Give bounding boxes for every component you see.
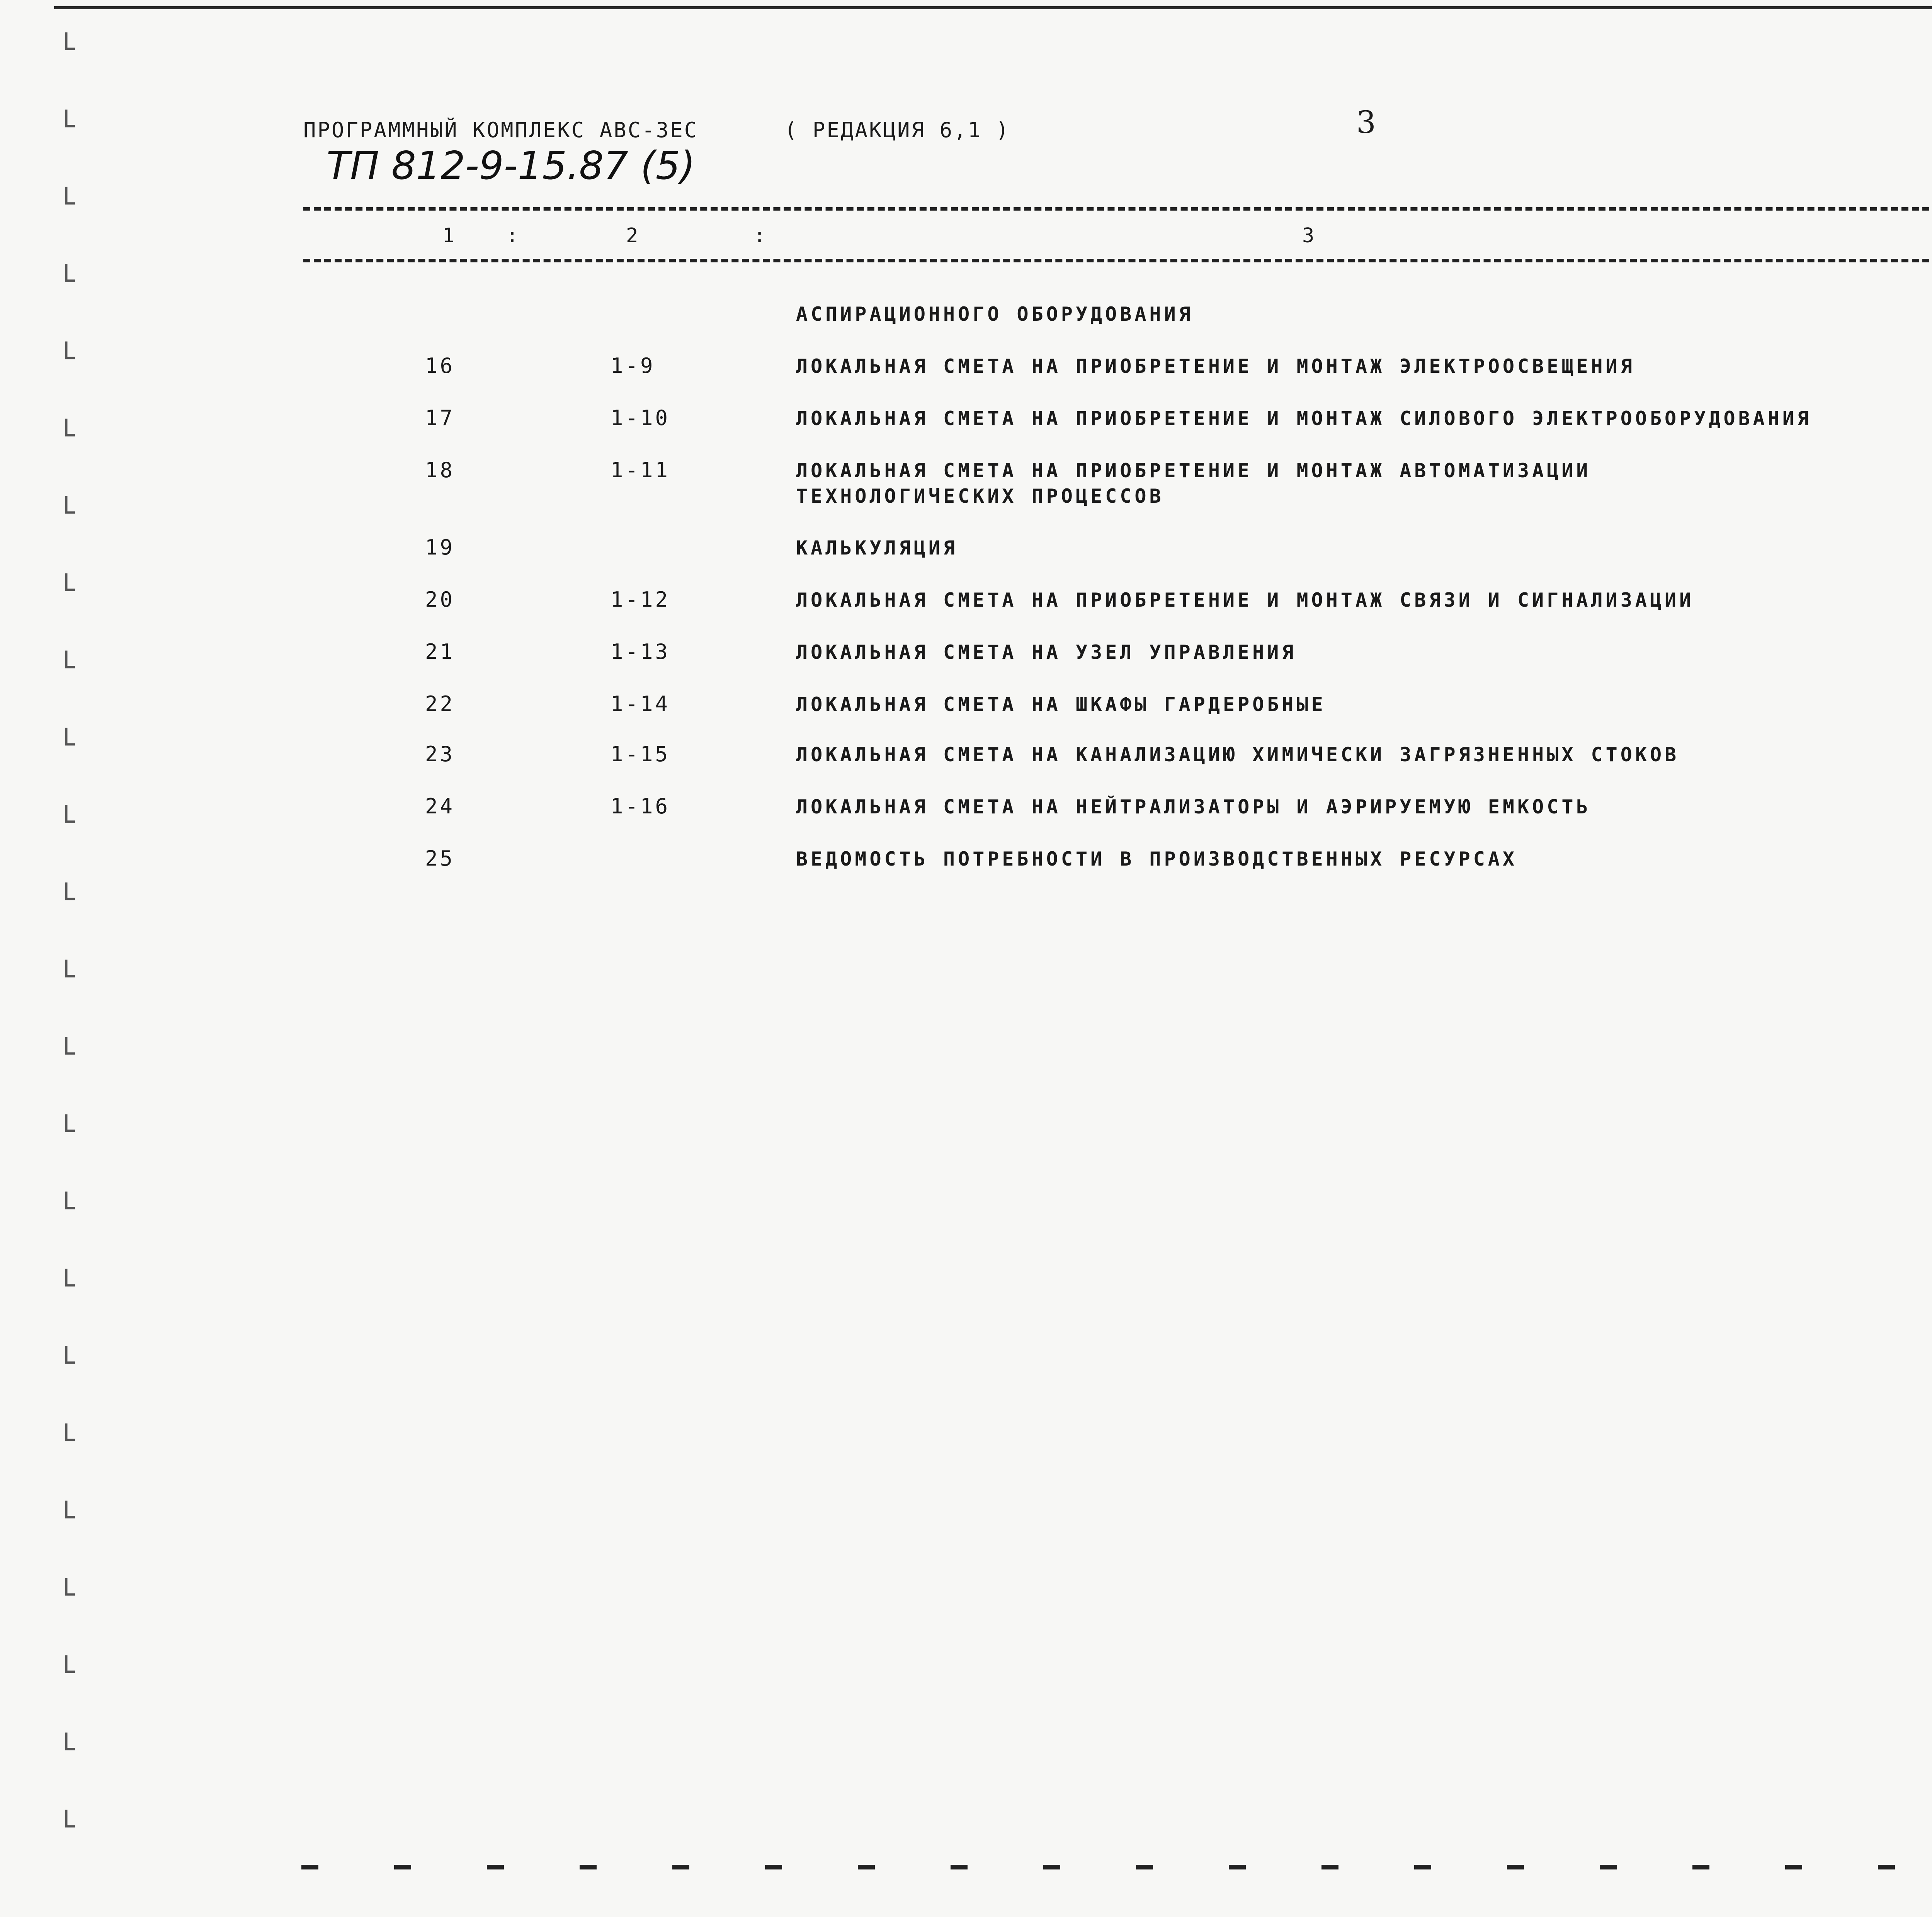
perforation-mark: └: [58, 1810, 75, 1842]
table-row: [0, 402, 1932, 451]
document-title: ЛОКАЛЬНАЯ СМЕТА НА ПРИОБРЕТЕНИЕ И МОНТАЖ СИЛОВОГО ЭЛЕКТРООБОРУДОВАНИЯ: [796, 407, 1812, 430]
tear-dash: [1321, 1865, 1338, 1869]
tear-dash: [487, 1865, 504, 1869]
tear-dash: [394, 1865, 411, 1869]
document-title: ЛОКАЛЬНАЯ СМЕТА НА УЗЕЛ УПРАВЛЕНИЯ: [796, 641, 1297, 663]
paper-top-edge: [54, 6, 1932, 9]
row-number: 20: [425, 587, 455, 612]
table-row: [0, 298, 1932, 344]
perforation-mark: └: [58, 960, 75, 992]
column-1-header: 1: [442, 224, 455, 247]
row-number: 24: [425, 794, 455, 818]
revision-label: ( РЕДАКЦИЯ 6,1 ): [784, 118, 1010, 142]
column-separator: :: [506, 224, 519, 247]
tear-dash: [1507, 1865, 1524, 1869]
tear-dash: [1692, 1865, 1709, 1869]
row-number: 19: [425, 535, 455, 560]
table-row: [0, 531, 1932, 578]
document-title: ЛОКАЛЬНАЯ СМЕТА НА КАНАЛИЗАЦИЮ ХИМИЧЕСКИ ЗАГРЯЗНЕННЫХ СТОКОВ: [796, 743, 1680, 766]
perforation-mark: └: [58, 419, 75, 451]
perforation-mark: └: [58, 110, 75, 142]
row-number: 18: [425, 458, 455, 482]
document-title: ЛОКАЛЬНАЯ СМЕТА НА ПРИОБРЕТЕНИЕ И МОНТАЖ СВЯЗИ И СИГНАЛИЗАЦИИ: [796, 589, 1694, 611]
perforation-mark: └: [58, 1346, 75, 1379]
document-title: КАЛЬКУЛЯЦИЯ: [796, 537, 958, 559]
row-number: 25: [425, 846, 455, 871]
perforation-mark: └: [58, 496, 75, 529]
perforation-mark: └: [58, 573, 75, 606]
table-row: [0, 842, 1932, 889]
perforation-mark: └: [58, 1192, 75, 1224]
perforation-mark: └: [58, 728, 75, 760]
document-title: ЛОКАЛЬНАЯ СМЕТА НА ПРИОБРЕТЕНИЕ И МОНТАЖ ЭЛЕКТРООСВЕЩЕНИЯ: [796, 355, 1635, 378]
perforation-mark: └: [58, 1114, 75, 1147]
tear-dash: [858, 1865, 875, 1869]
table-row: [0, 350, 1932, 396]
document-title: ЛОКАЛЬНАЯ СМЕТА НА НЕЙТРАЛИЗАТОРЫ И АЭРИРУЕМУЮ ЕМКОСТЬ: [796, 796, 1591, 818]
table-row: [0, 738, 1932, 784]
perforation-mark: └: [58, 1655, 75, 1688]
perforation-mark: └: [58, 342, 75, 374]
document-number: 1-15: [611, 742, 670, 766]
document-title: ЛОКАЛЬНАЯ СМЕТА НА ШКАФЫ ГАРДЕРОБНЫЕ: [796, 693, 1326, 716]
table-row: [0, 688, 1932, 734]
tear-dash: [301, 1865, 318, 1869]
perforation-mark: └: [58, 1733, 75, 1765]
page-number: 3: [1356, 104, 1378, 140]
program-title: ПРОГРАММНЫЙ КОМПЛЕКС АВС-3ЕС: [303, 118, 699, 142]
tear-dash: [1136, 1865, 1153, 1869]
row-number: 22: [425, 692, 455, 716]
document-number: 1-14: [611, 692, 670, 716]
perforation-mark: └: [58, 651, 75, 683]
row-number: 23: [425, 742, 455, 766]
perforation-mark: └: [58, 1501, 75, 1533]
tear-dash: [1785, 1865, 1802, 1869]
tear-dash: [1600, 1865, 1617, 1869]
tear-dash: [1414, 1865, 1431, 1869]
row-number: 16: [425, 354, 455, 378]
perforation-mark: └: [58, 1578, 75, 1611]
perforation-mark: └: [58, 805, 75, 838]
document-title: ВЕДОМОСТЬ ПОТРЕБНОСТИ В ПРОИЗВОДСТВЕННЫХ РЕСУРСАХ: [796, 848, 1518, 870]
tear-dash: [1878, 1865, 1895, 1869]
table-row: [0, 636, 1932, 682]
header-rule-top: [303, 207, 1932, 211]
document-number: 1-10: [611, 406, 670, 430]
perforation-mark: └: [58, 883, 75, 915]
perforation-mark: └: [58, 32, 75, 65]
table-row: [0, 454, 1932, 507]
perforation-mark: └: [58, 1424, 75, 1456]
document-number: 1-11: [611, 458, 670, 482]
tear-dash: [580, 1865, 597, 1869]
table-row: [0, 790, 1932, 837]
row-number: 17: [425, 406, 455, 430]
header-rule-bottom: [303, 259, 1932, 262]
tear-dash: [951, 1865, 968, 1869]
document-number: 1-13: [611, 640, 670, 664]
document-title: АСПИРАЦИОННОГО ОБОРУДОВАНИЯ: [796, 303, 1194, 325]
document-number: 1-9: [611, 354, 655, 378]
document-title: ЛОКАЛЬНАЯ СМЕТА НА ПРИОБРЕТЕНИЕ И МОНТАЖ АВТОМАТИЗАЦИИ ТЕХНОЛОГИЧЕСКИХ ПРОЦЕССОВ: [796, 459, 1591, 507]
column-3-header: 3: [1302, 224, 1315, 247]
column-separator: :: [753, 224, 766, 247]
document-number: 1-16: [611, 794, 670, 818]
tear-dash: [765, 1865, 782, 1869]
tear-dash: [1043, 1865, 1060, 1869]
perforation-mark: └: [58, 1269, 75, 1301]
document-number: 1-12: [611, 587, 670, 612]
handwritten-project-code: ТП 812-9-15.87 (5): [327, 143, 696, 188]
perforation-mark: └: [58, 1037, 75, 1070]
column-2-header: 2: [626, 224, 638, 247]
tear-dash: [672, 1865, 689, 1869]
row-number: 21: [425, 640, 455, 664]
table-row: [0, 583, 1932, 630]
tear-dash: [1229, 1865, 1246, 1869]
perforation-mark: └: [58, 187, 75, 219]
perforation-mark: └: [58, 264, 75, 297]
